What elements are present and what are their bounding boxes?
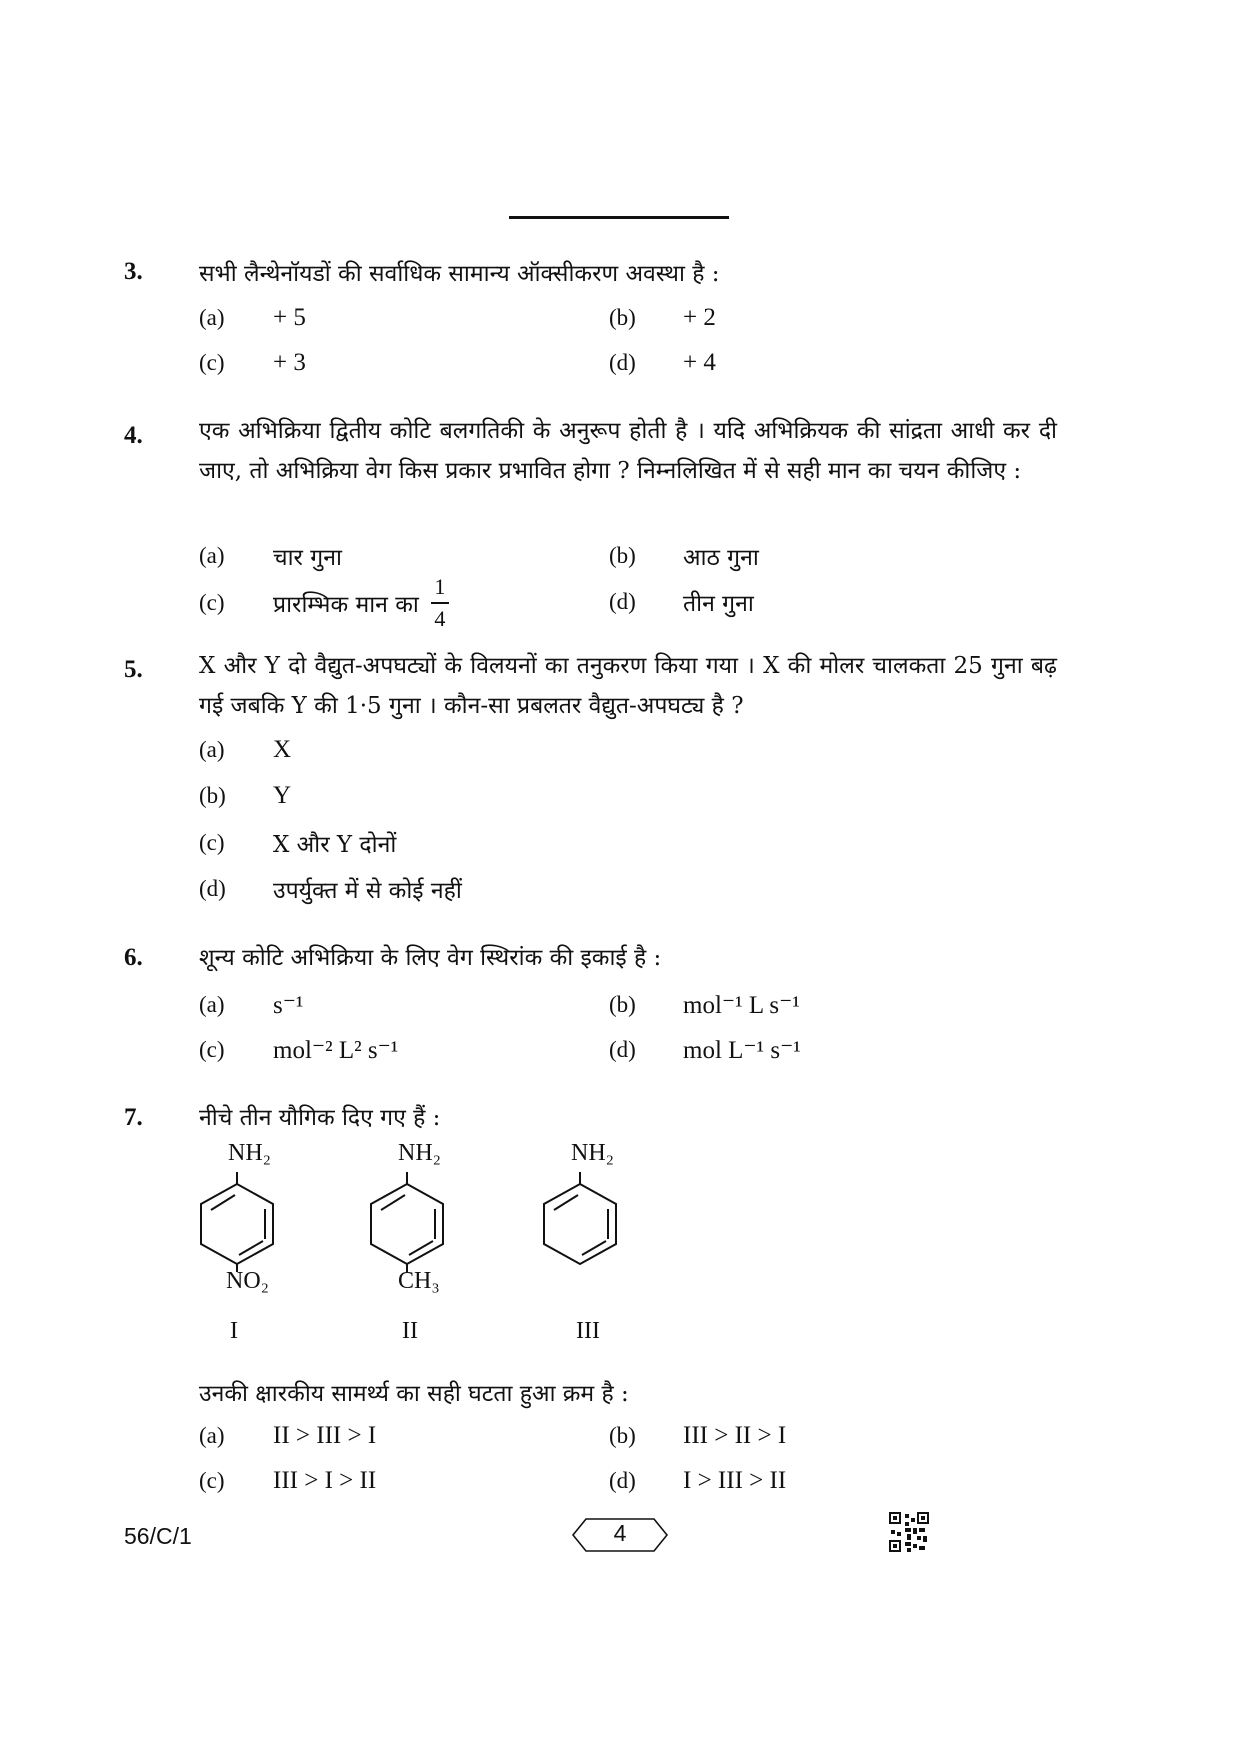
option-label: (b): [199, 783, 226, 808]
question-3-option-b: [609, 304, 716, 332]
option-value: III > I > II: [273, 1467, 377, 1494]
compound-1-bottom-group: NO₂: [226, 1268, 270, 1294]
option-value: II > III > I: [273, 1422, 377, 1449]
question-6-option-d: [609, 1035, 801, 1065]
question-4-text: एक अभिक्रिया द्वितीय कोटि बलगतिकी के अनुरूप होती है । यदि अभिक्रियक की सांद्रता आधी कर दी जाए, तो अभिक्रिया वेग किस प्रकार प्रभावित होगा ? निम्नलिखित में से सही मान का चयन कीजिए :: [199, 418, 1057, 484]
option-label: (d): [609, 1468, 636, 1493]
question-4-option-d: [609, 586, 754, 618]
option-label: (c): [199, 350, 225, 375]
question-4-option-b: [609, 540, 759, 572]
option-label: (a): [199, 992, 225, 1017]
option-value: mol L⁻¹ s⁻¹: [683, 1037, 801, 1064]
paper-code: 56/C/1: [124, 1523, 192, 1549]
question-7-option-b: [609, 1422, 786, 1450]
option-value: I > III > II: [683, 1467, 787, 1494]
option-value: + 5: [273, 304, 306, 331]
question-5-option-b: [199, 782, 291, 810]
fraction-bar: [431, 602, 449, 604]
question-6-option-c: [199, 1035, 398, 1065]
question-7-text: नीचे तीन यौगिक दिए गए हैं :: [199, 1105, 441, 1131]
question-6-option-a: [199, 990, 303, 1020]
question-6-option-b: [609, 990, 800, 1020]
option-value: s⁻¹: [273, 992, 304, 1019]
question-3-option-d: [609, 349, 716, 377]
question-7-option-c: [199, 1467, 376, 1495]
question-3-text: सभी लैन्थेनॉयडों की सर्वाधिक सामान्य ऑक्सीकरण अवस्था है :: [199, 261, 720, 287]
option-label: (c): [199, 1037, 225, 1062]
option-value: mol⁻¹ L s⁻¹: [683, 992, 800, 1019]
option-label: (d): [609, 350, 636, 375]
fraction-one-quarter: [431, 574, 449, 632]
option-label: (b): [609, 305, 636, 330]
question-4-option-a: [199, 540, 342, 572]
question-3-number: 3.: [124, 258, 143, 285]
fraction-numerator: 1: [434, 574, 446, 599]
option-label: (c): [199, 830, 225, 855]
question-7-number: 7.: [124, 1104, 143, 1131]
question-5-option-a: [199, 736, 291, 764]
question-7-option-d: [609, 1467, 786, 1495]
option-label: (a): [199, 1423, 225, 1448]
question-5-option-c: [199, 827, 396, 859]
fraction-denominator: 4: [434, 606, 446, 631]
option-value: mol⁻² L² s⁻¹: [273, 1037, 399, 1064]
question-4-option-c: [199, 572, 449, 634]
option-value: चार गुना: [273, 545, 342, 571]
qr-code-icon: [889, 1512, 929, 1552]
option-value: + 3: [273, 349, 306, 376]
question-3-option-c: [199, 349, 306, 377]
question-3-option-a: [199, 304, 306, 332]
benzene-ring-3: [537, 1172, 627, 1272]
option-label: (b): [609, 543, 636, 568]
compound-2-label: II: [402, 1318, 418, 1344]
option-value: X: [273, 736, 292, 763]
compound-2-bottom-group: CH₃: [398, 1268, 440, 1294]
option-label: (a): [199, 543, 225, 568]
question-5-number: 5.: [124, 656, 143, 683]
option-label: (d): [609, 589, 636, 614]
option-label: (a): [199, 305, 225, 330]
question-7-option-a: [199, 1422, 376, 1450]
compound-3-label: III: [576, 1318, 600, 1344]
option-label: (d): [609, 1037, 636, 1062]
question-5-text: X और Y दो वैद्युत-अपघट्यों के विलयनों का तनुकरण किया गया । X की मोलर चालकता 25 गुना बढ़ गई जबकि Y की 1·5 गुना । कौन-सा प्रबलतर वैद्युत-अपघट्य है ?: [199, 653, 1057, 719]
option-value: X और Y दोनों: [273, 832, 397, 858]
compound-2-top-group: NH₂: [398, 1140, 442, 1166]
question-6-text: शून्य कोटि अभिक्रिया के लिए वेग स्थिरांक की इकाई है :: [199, 945, 662, 971]
question-7-subtext: उनकी क्षारकीय सामर्थ्य का सही घटता हुआ क्रम है :: [199, 1381, 629, 1407]
option-value: + 2: [683, 304, 716, 331]
benzene-ring-2: [364, 1172, 454, 1272]
page-number: 4: [613, 1520, 627, 1546]
compound-3-top-group: NH₂: [571, 1140, 615, 1166]
question-6-number: 6.: [124, 944, 143, 971]
question-4-number: 4.: [124, 422, 143, 449]
option-label: (d): [199, 876, 226, 901]
option-label: (b): [609, 1423, 636, 1448]
option-value: + 4: [683, 349, 716, 376]
option-value: प्रारम्भिक मान का: [273, 592, 419, 618]
option-label: (a): [199, 737, 225, 762]
option-value: आठ गुना: [683, 545, 759, 571]
compound-1-top-group: NH₂: [228, 1140, 272, 1166]
question-5-option-d: [199, 873, 462, 905]
option-label: (c): [199, 590, 225, 615]
benzene-ring-1: [194, 1172, 284, 1272]
compound-1-label: I: [230, 1318, 238, 1344]
option-label: (b): [609, 992, 636, 1017]
option-value: तीन गुना: [683, 591, 754, 617]
option-value: Y: [273, 782, 292, 809]
option-value: III > II > I: [683, 1422, 787, 1449]
top-rule: [509, 216, 729, 219]
option-value: उपर्युक्त में से कोई नहीं: [273, 878, 462, 904]
option-label: (c): [199, 1468, 225, 1493]
